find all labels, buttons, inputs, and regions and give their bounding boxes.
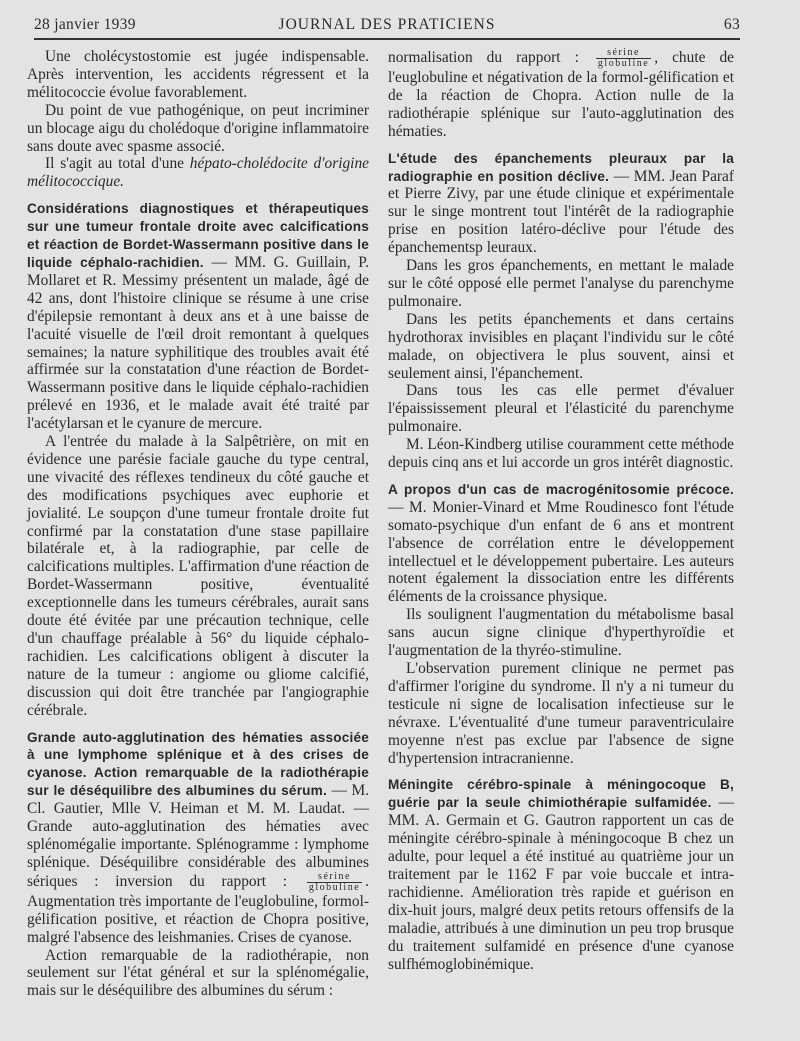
article-heading: L'étude des épanchements pleuraux par la radiographie en position déclive. [388,150,734,184]
article-section [388,150,734,257]
right-column [388,48,734,973]
paragraph: Action remarquable de la radiothérapie, non seulement sur l'état général et sur la splénomégalie, mais sur le déséquilibre des albumines du sérum : [27,946,369,1000]
article-authors-text: — MM. Jean Paraf et Pierre Zivy, par une étude clinique et expérimentale sur le singe montrent tout l'intérêt de la radiographie prise en position latéro-déclive pour l'étude des épanchementsp leuraux. [388,167,734,257]
paragraph: A l'entrée du malade à la Salpêtrière, on mit en évidence une parésie faciale gauche du type central, une vivacité des réflexes tendineux du côté gauche et des modifications psychiques avec euphorie et jovialité. Le soupçon d'une tumeur frontale droite fut confirmé par la constatation d'une stase papillaire bilatérale et, à la radiographie, par celle de calcifications multiples. L'affirmation d'une réaction de Bordet-Wassermann positive, éventualité exceptionnelle dans les tumeurs cérébrales, aurait sans doute été évitée par une précaution technique, celle d'un chauffage préalable à 56° du liquide céphalo-rachidien. Les calcifications obligent à discuter la nature de la tumeur : angiome ou gliome calcifié, discussion qui doit être tranchée par l'angiographie cérébrale. [27,433,369,719]
italic-diagnosis: hépato-cholédocite d'origine mélitococcique. [27,155,369,191]
article-section [388,776,734,973]
paragraph: normalisation du rapport : $\frac{\text{sérine}}{\text{globuline}}$ , chute de l'euglobuline et négativation de la formol-gélification et de la réaction de Chopra. Action nulle de la radiothérapie splénique sur l'auto-agglutination des hématies. [388,47,734,140]
paragraph: L'observation purement clinique ne permet pas d'affirmer l'origine du syndrome. Il n'y a ni tumeur du testicule ni signe de localisation infectieuse sur le névraxe. L'éventualité d'une tumeur paraventriculaire moyenne n'est pas exclue par l'absence de signe d'hypertension intracranienne. [388,660,734,767]
fraction-denominator: globuline [597,58,650,69]
article-section [27,200,369,433]
paragraph: Dans les gros épanchements, en mettant le malade sur le côté opposé elle permet l'analyse du parenchyme pulmonaire. [388,257,734,310]
article-authors-text: — MM. A. Germain et G. Gautron rapportent un cas de méningite cérébro-spinale à méningocoque B chez un adulte, pour lequel a été institué au quatrième jour un traitement par le 1162 F par voie buccale et intra-rachidienne. Amélioration très rapide et guérison en dix-huit jours, malgré deux petits retours offensifs de la maladie, attribués à une diminution un peu trop brusque du traitement sulfamidé en présence d'une cyanose sulfhémoglobinémique. [388,794,734,973]
journal-title: JOURNAL DES PRATICIENS [278,16,496,33]
header-rule [34,38,740,40]
paragraph: M. Léon-Kindberg utilise couramment cette méthode depuis cinq ans et lui accorde un gros intérêt diagnostic. [388,436,734,472]
fraction-numerator: sérine [307,872,362,883]
paragraph: Ils soulignent l'augmentation du métabolisme basal sans aucun signe clinique d'hyperthyroïdie et l'augmentation de la thyréo-stimuline. [388,606,734,660]
ratio-fraction [596,48,651,69]
left-column [27,48,369,1000]
paragraph: Dans tous les cas elle permet d'évaluer l'épaississement pleural et l'élasticité du parenchyme pulmonaire. [388,382,734,436]
article-heading: Considérations diagnostiques et thérapeutiques sur une tumeur frontale droite avec calcifications et réaction de Bordet-Wassermann positive dans le liquide céphalo-rachidien. [27,201,369,270]
article-heading: A propos d'un cas de macrogénitosomie précoce. [388,481,734,497]
article-text: . Augmentation très importante de l'euglobuline, formol-gélification positive, et réaction de Chopra positive, malgré l'absence des leishmanies. Crises de cyanose. [27,872,369,946]
ratio-fraction [307,872,362,893]
page-number: 63 [723,16,740,33]
article-section [27,729,369,947]
paragraph: Du point de vue pathogénique, on peut incriminer un blocage aigu du cholédoque d'origine inflammatoire sans doute avec spasme associé. [27,101,369,155]
article-authors-text: — M. Monier-Vinard et Mme Roudinesco font l'étude somato-psychique d'un enfant de 6 ans et montrent l'absence de corrélation entre le développement intellectuel et le développement pubertaire. Les auteurs notent également la dissociation entre les différents éléments de la croissance physique. [388,498,734,606]
article-authors-text: — MM. G. Guillain, P. Mollaret et R. Messimy présentent un malade, âgé de 42 ans, dont l'histoire clinique se résume à une crise d'épilepsie remontant à deux ans et à une baisse de l'acuité visuelle de l'œil droit remontant à quelques semaines; la nature syphilitique des troubles avait été affirmée sur la constatation d'une réaction de Bordet-Wassermann positive dans le liquide céphalo-rachidien prélevé en 1936, et le malade avait été traité par l'acétylarsan et le cyanure de mercure. [27,253,370,433]
paragraph: Une cholécystostomie est jugée indispensable. Après intervention, les accidents régressent et la mélitococcie évolue favorablement. [27,48,369,101]
article-section [388,481,734,606]
running-header [34,14,740,36]
fraction-denominator: globuline [308,881,361,893]
header-date: 28 janvier 1939 [34,16,136,33]
article-authors-text: — M. Cl. Gautier, Mlle V. Heiman et M. M. Laudat. — Grande auto-agglutination des hématies avec splénomégalie importante. Splénogramme : lymphome splénique. Déséquilibre considérable des albumines sériques : inversion du rapport : [27,782,369,890]
paragraph: Il s'agit au total d'une hépato-cholédocite d'origine mélitococcique. [27,155,369,191]
paragraph: Dans les petits épanchements et dans certains hydrothorax invisibles en plaçant l'individu sur le côté malade, on objectivera le plus souvent, ainsi et seulement ainsi, l'épanchement. [388,310,734,382]
article-heading: Méningite cérébro-spinale à méningocoque B, guérie par la seule chimiothérapie sulfamidée. [388,777,734,811]
article-heading: Grande auto-agglutination des hématies associée à une lymphome splénique et à des crises de cyanose. Action remarquable de la radiothérapie sur le déséquilibre des albumines du sérum. [27,729,369,799]
fraction-numerator: sérine [596,48,651,59]
